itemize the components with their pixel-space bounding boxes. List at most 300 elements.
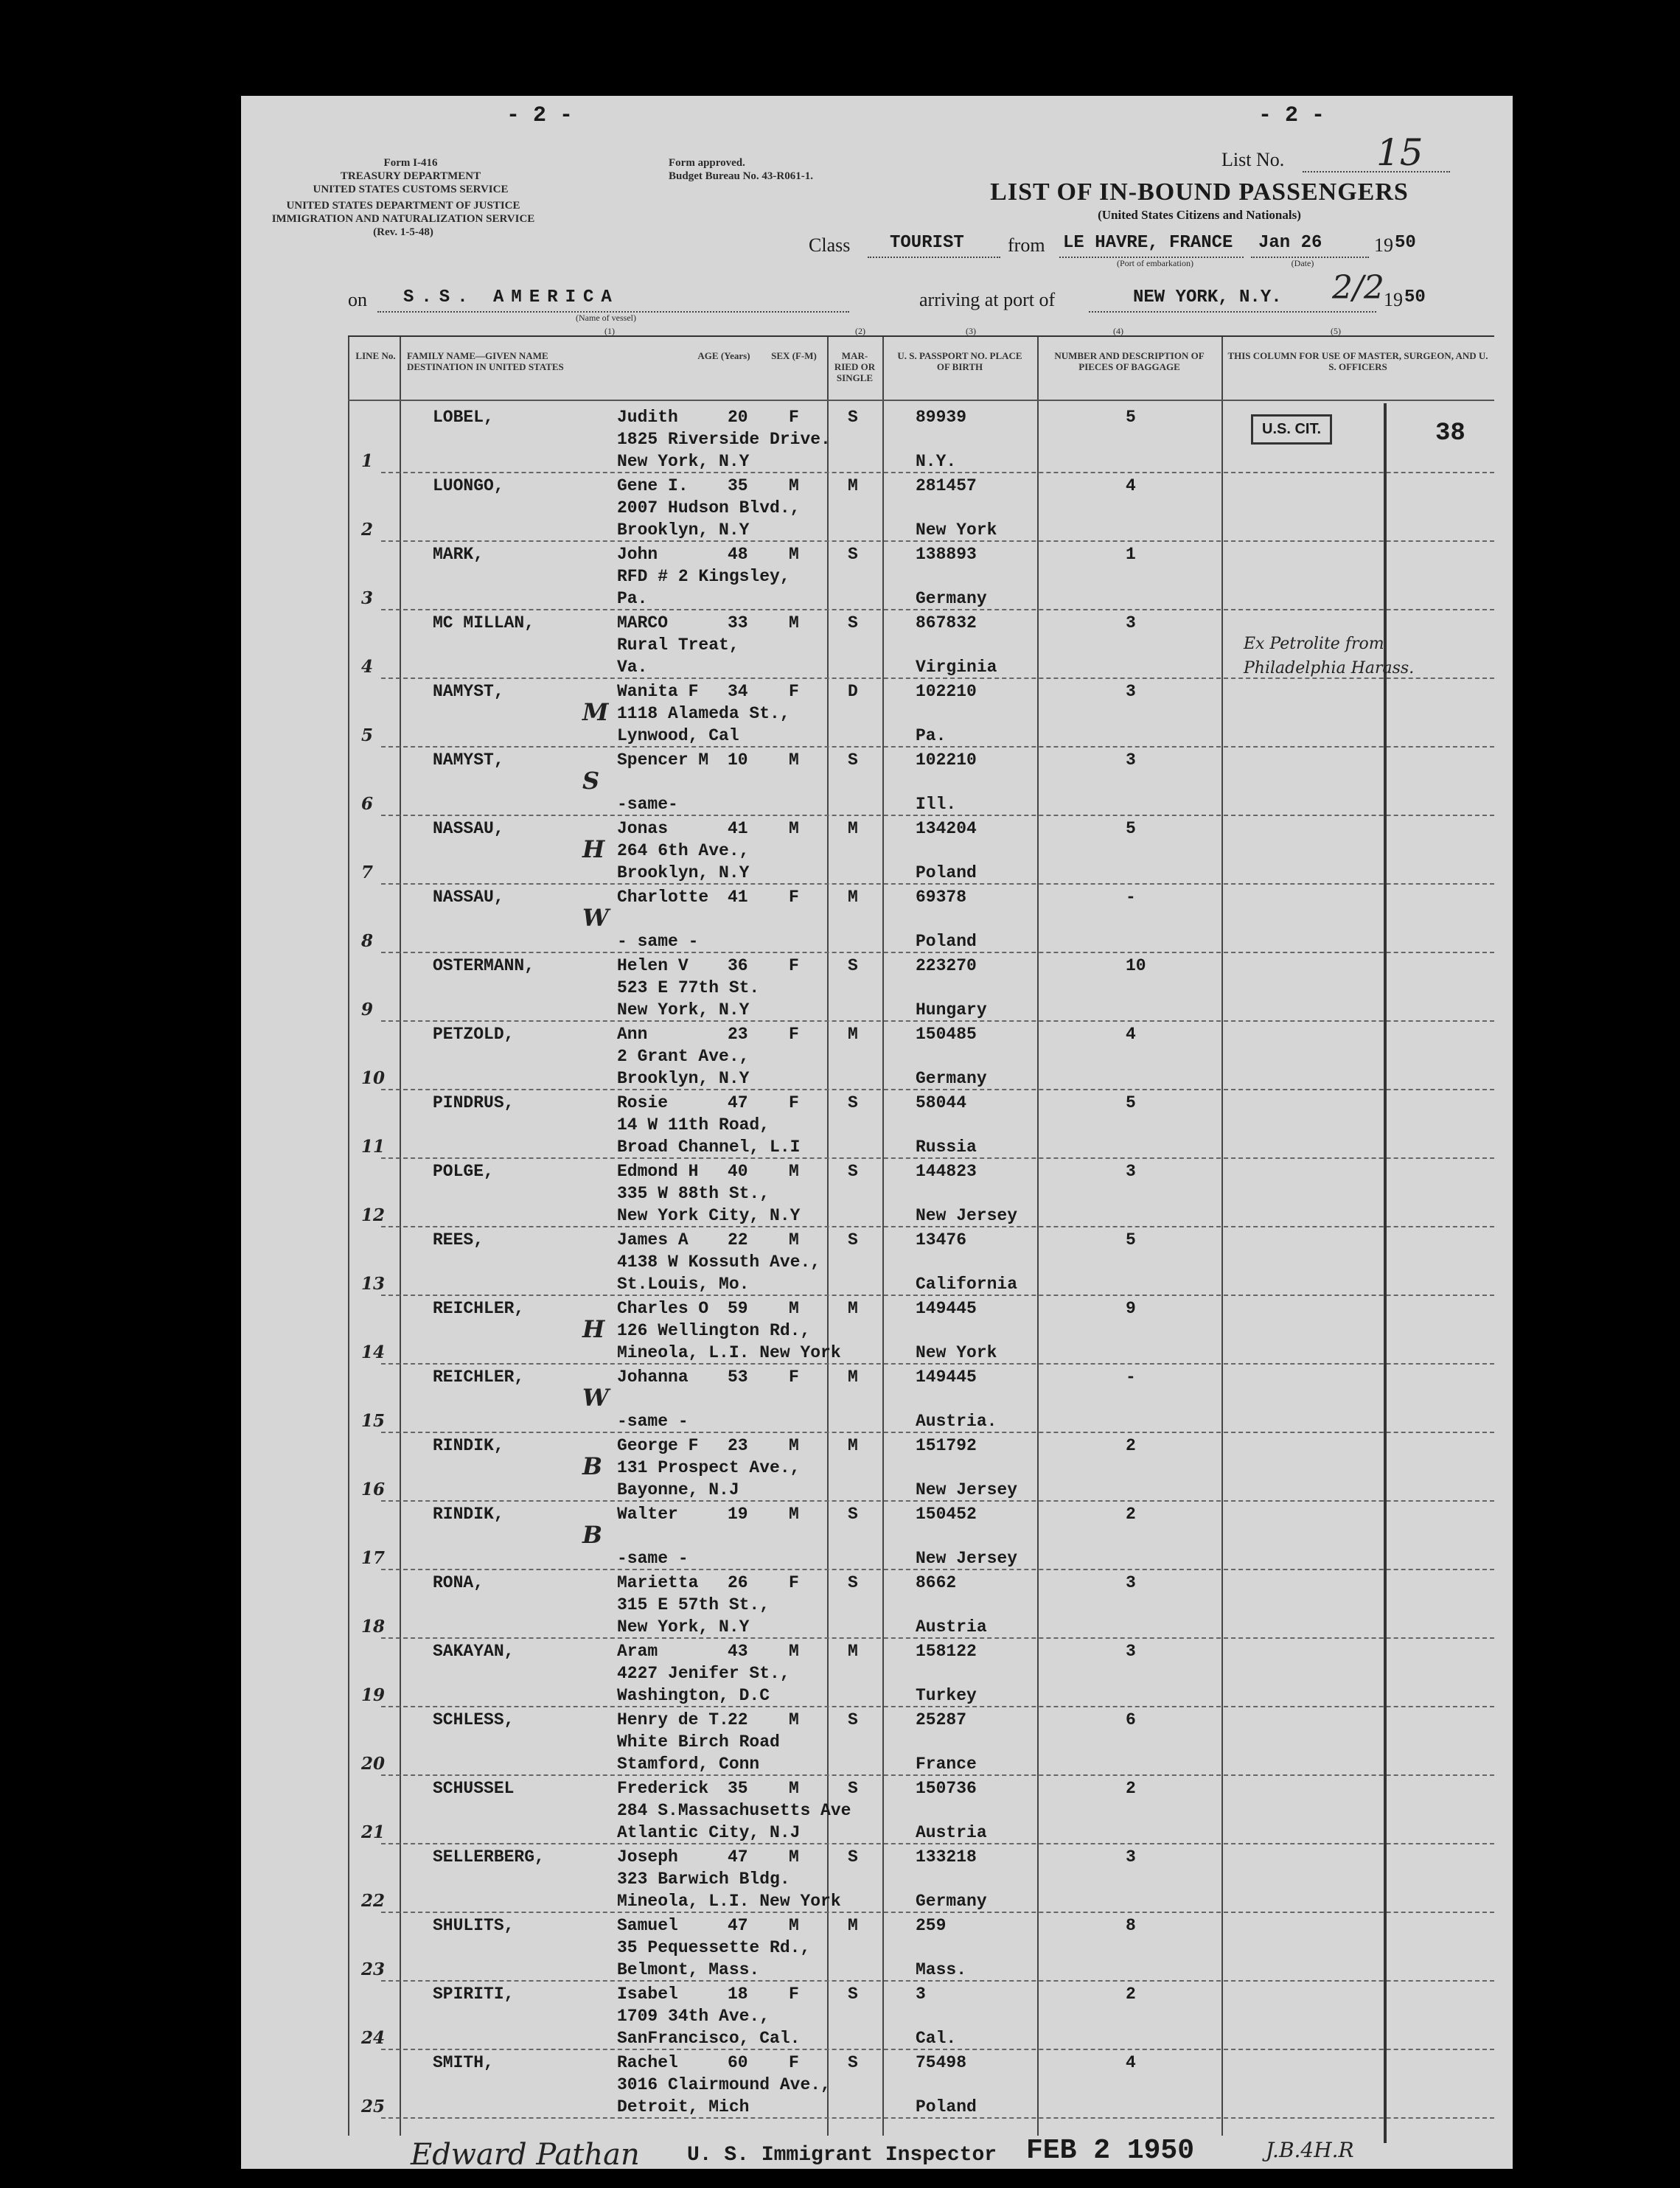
col-num-4: (4)	[1113, 326, 1123, 336]
address-line1: 1825 Riverside Drive.	[617, 430, 831, 449]
line-number: 8	[361, 931, 374, 951]
line-number: 10	[361, 1068, 386, 1088]
sex: M	[789, 1299, 799, 1318]
table-row	[348, 885, 1494, 953]
address-line1: 14 W 11th Road,	[617, 1115, 770, 1135]
place-of-birth: Germany	[916, 589, 987, 608]
line-number: 9	[361, 1000, 374, 1020]
age: 23	[728, 1436, 748, 1455]
marital-status: D	[848, 682, 858, 701]
arrival-year-prefix: 19	[1384, 289, 1403, 310]
family-name: POLGE,	[433, 1162, 494, 1181]
address-line1: 3016 Clairmound Ave.,	[617, 2075, 831, 2094]
baggage-count: 5	[1126, 408, 1136, 427]
table-row	[348, 953, 1494, 1022]
sex: M	[789, 1642, 799, 1661]
given-name: Rosie	[617, 1093, 669, 1112]
header-officers: THIS COLUMN FOR USE OF MASTER, SURGEON, AND U. S. OFFICERS	[1227, 350, 1488, 372]
marital-status: S	[848, 545, 858, 564]
sex: F	[789, 1025, 799, 1044]
address-line2: New York City, N.Y	[617, 1206, 801, 1225]
table-row	[348, 473, 1494, 542]
us-cit-stamp: U.S. CIT.	[1251, 414, 1332, 445]
col-num-1: (1)	[604, 326, 615, 336]
place-of-birth: Poland	[916, 2097, 977, 2116]
given-name: George F	[617, 1436, 699, 1455]
header-married: MAR-RIED OR SINGLE	[834, 350, 876, 383]
baggage-count: 5	[1126, 819, 1136, 838]
given-name: Joseph	[617, 1847, 678, 1867]
sex: F	[789, 888, 799, 907]
class-line	[868, 257, 1000, 258]
address-line1: 1709 34th Ave.,	[617, 2007, 770, 2026]
address-line2: Bayonne, N.J	[617, 1480, 739, 1499]
marital-status: S	[848, 1985, 858, 2004]
passport-number: 13476	[916, 1230, 967, 1250]
place-of-birth: Russia	[916, 1137, 977, 1157]
table-row	[348, 1296, 1494, 1365]
marital-status: S	[848, 1230, 858, 1250]
table-row	[348, 1639, 1494, 1707]
table-row	[348, 1707, 1494, 1776]
family-bracket: S	[582, 767, 600, 795]
given-name: Charlotte	[617, 888, 709, 907]
address-line2: Belmont, Mass.	[617, 1960, 760, 1979]
family-name: SELLERBERG,	[433, 1847, 545, 1867]
line-number: 22	[361, 1891, 386, 1911]
line-number: 4	[361, 657, 374, 677]
passport-number: 144823	[916, 1162, 977, 1181]
place-of-birth: Ill.	[916, 795, 957, 814]
arrival-date: 2/2	[1332, 269, 1384, 307]
customs-service: UNITED STATES CUSTOMS SERVICE	[313, 184, 509, 195]
inspector-signature: Edward Pathan	[411, 2138, 640, 2172]
age: 23	[728, 1025, 748, 1044]
address-line2: Washington, D.C	[617, 1686, 770, 1705]
age: 41	[728, 888, 748, 907]
form-approved: Form approved.	[669, 157, 745, 169]
marital-status: M	[848, 1025, 858, 1044]
given-name: Rachel	[617, 2053, 678, 2072]
row-divider	[381, 2117, 1494, 2119]
marital-status: S	[848, 1093, 858, 1112]
marital-status: M	[848, 1642, 858, 1661]
table-row	[348, 1913, 1494, 1982]
given-name: Samuel	[617, 1916, 678, 1935]
given-name: Wanita F	[617, 682, 699, 701]
given-name: Gene I.	[617, 476, 689, 495]
top-mark-right: - 2 -	[1258, 103, 1325, 128]
given-name: Helen V	[617, 956, 689, 975]
given-name: Aram	[617, 1642, 658, 1661]
baggage-count: 3	[1126, 1847, 1136, 1867]
address-line2: Detroit, Mich	[617, 2097, 750, 2116]
family-name: SPIRITI,	[433, 1985, 515, 2004]
family-bracket: W	[582, 904, 609, 932]
passport-number: 69378	[916, 888, 967, 907]
sex: M	[789, 476, 799, 495]
place-of-birth: Mass.	[916, 1960, 967, 1979]
year-suffix: 50	[1395, 233, 1416, 253]
page-subtitle: (United States Citizens and Nationals)	[1098, 208, 1301, 222]
baggage-count: 8	[1126, 1916, 1136, 1935]
family-bracket: M	[582, 698, 609, 726]
passport-number: 158122	[916, 1642, 977, 1661]
place-of-birth: Cal.	[916, 2029, 957, 2048]
line-number: 20	[361, 1754, 386, 1774]
class-label: Class	[809, 234, 851, 256]
col-num-2: (2)	[855, 326, 865, 336]
table-row	[348, 1844, 1494, 1913]
line-number: 6	[361, 794, 374, 814]
family-name: LOBEL,	[433, 408, 494, 427]
address-line2: -same -	[617, 1412, 689, 1431]
passport-number: 149445	[916, 1368, 977, 1387]
table-row	[348, 1776, 1494, 1844]
address-line1: RFD # 2 Kingsley,	[617, 567, 790, 586]
passport-number: 133218	[916, 1847, 977, 1867]
family-bracket: B	[582, 1521, 603, 1549]
address-line1: 264 6th Ave.,	[617, 841, 750, 860]
place-of-birth: Austria	[916, 1823, 987, 1842]
passport-number: 3	[916, 1985, 926, 2004]
address-line1: 2007 Hudson Blvd.,	[617, 498, 801, 518]
address-line1: 4138 W Kossuth Ave.,	[617, 1252, 821, 1272]
marital-status: M	[848, 888, 858, 907]
baggage-count: -	[1126, 1368, 1136, 1387]
family-name: OSTERMANN,	[433, 956, 535, 975]
place-of-birth: Germany	[916, 1069, 987, 1088]
place-of-birth: Virginia	[916, 658, 997, 677]
inspector-initials: J.B.4H.R	[1266, 2138, 1354, 2162]
marital-status: S	[848, 1710, 858, 1729]
age: 40	[728, 1162, 748, 1181]
family-name: MC MILLAN,	[433, 613, 535, 633]
sex: M	[789, 613, 799, 633]
address-line1: 4227 Jenifer St.,	[617, 1664, 790, 1683]
age: 53	[728, 1368, 748, 1387]
sex: M	[789, 1916, 799, 1935]
manifest-page	[241, 96, 1513, 2172]
arrival-port: NEW YORK, N.Y.	[1133, 288, 1282, 307]
arriving-label: arriving at port of	[919, 289, 1056, 310]
table-row	[348, 1982, 1494, 2050]
port-embarkation: LE HAVRE, FRANCE	[1063, 233, 1233, 253]
given-name: Johanna	[617, 1368, 689, 1387]
sex: M	[789, 750, 799, 770]
given-name: Marietta	[617, 1573, 699, 1592]
baggage-count: 4	[1126, 2053, 1136, 2072]
passport-number: 149445	[916, 1299, 977, 1318]
line-number: 11	[361, 1137, 386, 1157]
header-passport: U. S. PASSPORT NO. PLACE OF BIRTH	[897, 350, 1022, 372]
year-prefix: 19	[1374, 234, 1393, 256]
header-sex: SEX (F-M)	[771, 350, 817, 361]
marital-status: S	[848, 1847, 858, 1867]
passport-number: 150452	[916, 1505, 977, 1524]
line-number: 16	[361, 1480, 386, 1499]
family-bracket: H	[582, 1315, 605, 1343]
date-stamp: FEB 2 1950	[1026, 2135, 1195, 2167]
baggage-count: 3	[1126, 682, 1136, 701]
marital-status: S	[848, 1162, 858, 1181]
line-number: 18	[361, 1617, 386, 1637]
baggage-count: 3	[1126, 1162, 1136, 1181]
address-line2: Pa.	[617, 589, 648, 608]
place-of-birth: Germany	[916, 1892, 987, 1911]
table-row	[348, 1365, 1494, 1433]
line-number: 19	[361, 1685, 386, 1705]
line-number: 1	[361, 451, 374, 471]
address-line2: Stamford, Conn	[617, 1755, 760, 1774]
line-number: 13	[361, 1274, 386, 1294]
address-line2: Va.	[617, 658, 648, 677]
passport-number: 281457	[916, 476, 977, 495]
age: 35	[728, 476, 748, 495]
baggage-count: 3	[1126, 613, 1136, 633]
passport-number: 867832	[916, 613, 977, 633]
header-rule	[348, 400, 1494, 401]
budget-bureau: Budget Bureau No. 43-R061-1.	[669, 170, 813, 182]
marital-status: S	[848, 2053, 858, 2072]
given-name: John	[617, 545, 658, 564]
header-age: AGE (Years)	[697, 350, 750, 361]
passport-number: 58044	[916, 1093, 967, 1112]
on-label: on	[348, 289, 367, 310]
age: 22	[728, 1710, 748, 1729]
address-line2: Mineola, L.I. New York	[617, 1892, 841, 1911]
table-row	[348, 1022, 1494, 1090]
marital-status: M	[848, 1436, 858, 1455]
stamp-number: 38	[1435, 419, 1465, 447]
passport-number: 138893	[916, 545, 977, 564]
address-line2: New York, N.Y	[617, 1617, 750, 1637]
family-name: SCHUSSEL	[433, 1779, 515, 1798]
age: 59	[728, 1299, 748, 1318]
list-no-value: 15	[1376, 131, 1423, 174]
family-name: RINDIK,	[433, 1505, 504, 1524]
place-of-birth: California	[916, 1275, 1018, 1294]
table-row	[348, 748, 1494, 816]
given-name: Walter	[617, 1505, 678, 1524]
form-number: Form I-416	[383, 157, 438, 169]
sex: F	[789, 682, 799, 701]
baggage-count: 2	[1126, 1436, 1136, 1455]
family-name: NASSAU,	[433, 888, 504, 907]
family-name: PETZOLD,	[433, 1025, 515, 1044]
family-name: SAKAYAN,	[433, 1642, 515, 1661]
family-name: SCHLESS,	[433, 1710, 515, 1729]
table-row	[348, 1502, 1494, 1570]
ins-service: IMMIGRATION AND NATURALIZATION SERVICE	[271, 213, 535, 225]
line-number: 17	[361, 1548, 386, 1568]
sex: M	[789, 1230, 799, 1250]
baggage-count: 2	[1126, 1985, 1136, 2004]
line-number: 24	[361, 2028, 386, 2048]
address-line2: St.Louis, Mo.	[617, 1275, 750, 1294]
family-name: REICHLER,	[433, 1299, 525, 1318]
address-line2: Brooklyn, N.Y	[617, 520, 750, 540]
place-of-birth: Hungary	[916, 1000, 987, 1020]
page-title: LIST OF IN-BOUND PASSENGERS	[990, 178, 1409, 206]
place-of-birth: New Jersey	[916, 1480, 1018, 1499]
passport-number: 75498	[916, 2053, 967, 2072]
top-mark-left: - 2 -	[506, 103, 574, 128]
class-value: TOURIST	[890, 233, 964, 253]
place-of-birth: New York	[916, 520, 997, 540]
place-of-birth: Poland	[916, 863, 977, 882]
address-line2: Broad Channel, L.I	[617, 1137, 801, 1157]
place-of-birth: Turkey	[916, 1686, 977, 1705]
table-row	[348, 2050, 1494, 2119]
address-line2: Atlantic City, N.J	[617, 1823, 801, 1842]
line-number: 21	[361, 1822, 386, 1842]
age: 26	[728, 1573, 748, 1592]
given-name: James A	[617, 1230, 689, 1250]
address-line1: 126 Wellington Rd.,	[617, 1321, 811, 1340]
address-line1: 335 W 88th St.,	[617, 1184, 770, 1203]
age: 18	[728, 1985, 748, 2004]
sex: M	[789, 1436, 799, 1455]
passport-number: 223270	[916, 956, 977, 975]
place-of-birth: Austria.	[916, 1412, 997, 1431]
marital-status: S	[848, 613, 858, 633]
passport-number: 134204	[916, 819, 977, 838]
baggage-count: 5	[1126, 1093, 1136, 1112]
line-number: 5	[361, 725, 374, 745]
age: 34	[728, 682, 748, 701]
family-name: NASSAU,	[433, 819, 504, 838]
given-name: Spencer M	[617, 750, 709, 770]
justice-dept: UNITED STATES DEPARTMENT OF JUSTICE	[286, 200, 520, 212]
family-name: RINDIK,	[433, 1436, 504, 1455]
date-caption: (Date)	[1291, 258, 1314, 268]
age: 36	[728, 956, 748, 975]
inspector-title: U. S. Immigrant Inspector	[687, 2144, 997, 2167]
baggage-count: -	[1126, 888, 1136, 907]
table-row	[348, 1090, 1494, 1159]
marital-status: S	[848, 408, 858, 427]
treasury-dept: TREASURY DEPARTMENT	[340, 170, 481, 182]
address-line2: -same -	[617, 1549, 689, 1568]
given-name: Charles O	[617, 1299, 709, 1318]
line-number: 25	[361, 2097, 386, 2116]
address-line2: - same -	[617, 932, 699, 951]
arrival-year-suffix: 50	[1404, 288, 1426, 307]
address-line1: 131 Prospect Ave.,	[617, 1458, 801, 1477]
marital-status: S	[848, 1573, 858, 1592]
age: 10	[728, 750, 748, 770]
table-row	[348, 679, 1494, 748]
sex: M	[789, 1847, 799, 1867]
place-of-birth: New Jersey	[916, 1549, 1018, 1568]
col-num-3: (3)	[966, 326, 976, 336]
passport-number: 151792	[916, 1436, 977, 1455]
family-name: SMITH,	[433, 2053, 494, 2072]
given-name: MARCO	[617, 613, 669, 633]
family-name: REES,	[433, 1230, 484, 1250]
passport-number: 8662	[916, 1573, 957, 1592]
address-line2: Brooklyn, N.Y	[617, 1069, 750, 1088]
family-name: SHULITS,	[433, 1916, 515, 1935]
line-number: 14	[361, 1342, 386, 1362]
passport-number: 102210	[916, 750, 977, 770]
address-line1: Rural Treat,	[617, 635, 739, 655]
age: 60	[728, 2053, 748, 2072]
given-name: Henry de T.	[617, 1710, 729, 1729]
col-num-5: (5)	[1331, 326, 1341, 336]
age: 33	[728, 613, 748, 633]
sex: F	[789, 408, 799, 427]
marital-status: M	[848, 1368, 858, 1387]
given-name: Isabel	[617, 1985, 678, 2004]
age: 43	[728, 1642, 748, 1661]
marital-status: M	[848, 819, 858, 838]
baggage-count: 5	[1126, 1230, 1136, 1250]
passport-number: 259	[916, 1916, 947, 1935]
passport-number: 25287	[916, 1710, 967, 1729]
family-name: PINDRUS,	[433, 1093, 515, 1112]
port-caption: (Port of embarkation)	[1117, 258, 1193, 268]
line-number: 2	[361, 520, 374, 540]
passport-number: 89939	[916, 408, 967, 427]
baggage-count: 4	[1126, 476, 1136, 495]
sex: F	[789, 2053, 799, 2072]
sex: F	[789, 1093, 799, 1112]
age: 47	[728, 1847, 748, 1867]
age: 47	[728, 1916, 748, 1935]
baggage-count: 3	[1126, 750, 1136, 770]
place-of-birth: Austria	[916, 1617, 987, 1637]
sex: M	[789, 1505, 799, 1524]
marital-status: S	[848, 750, 858, 770]
table-row	[348, 1159, 1494, 1227]
marital-status: M	[848, 1299, 858, 1318]
marital-status: S	[848, 1779, 858, 1798]
family-name: NAMYST,	[433, 682, 504, 701]
header-line-no: LINE No.	[355, 350, 396, 361]
sex: M	[789, 1162, 799, 1181]
address-line2: SanFrancisco, Cal.	[617, 2029, 801, 2048]
address-line2: Lynwood, Cal	[617, 726, 739, 745]
address-line2: New York, N.Y	[617, 1000, 750, 1020]
age: 47	[728, 1093, 748, 1112]
sex: F	[789, 1573, 799, 1592]
age: 20	[728, 408, 748, 427]
line-number: 12	[361, 1205, 386, 1225]
place-of-birth: N.Y.	[916, 452, 957, 471]
baggage-count: 3	[1126, 1642, 1136, 1661]
baggage-count: 10	[1126, 956, 1146, 975]
sex: F	[789, 1985, 799, 2004]
line-number: 7	[361, 863, 374, 882]
from-label: from	[1008, 234, 1045, 256]
sex: M	[789, 545, 799, 564]
table-row	[348, 542, 1494, 610]
date-value: Jan 26	[1258, 233, 1322, 253]
line-number: 23	[361, 1959, 386, 1979]
sex: M	[789, 1710, 799, 1729]
baggage-count: 6	[1126, 1710, 1136, 1729]
baggage-count: 1	[1126, 545, 1136, 564]
age: 19	[728, 1505, 748, 1524]
age: 22	[728, 1230, 748, 1250]
family-name: LUONGO,	[433, 476, 504, 495]
family-name: MARK,	[433, 545, 484, 564]
family-name: REICHLER,	[433, 1368, 525, 1387]
sex: F	[789, 956, 799, 975]
place-of-birth: New Jersey	[916, 1206, 1018, 1225]
